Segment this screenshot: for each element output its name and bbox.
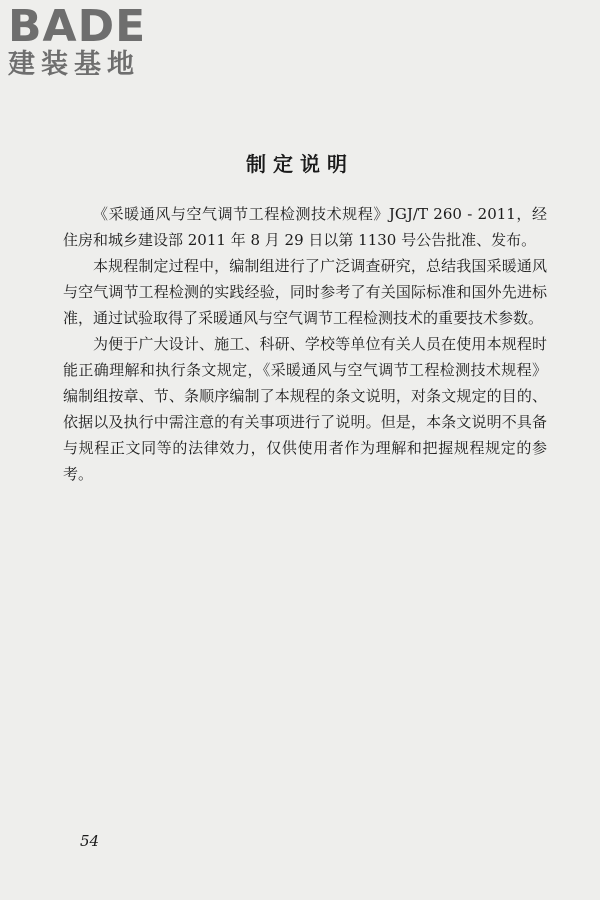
watermark-subtitle: 建装基地: [8, 49, 140, 80]
watermark-logo: [8, 1, 178, 80]
paragraph-approval: 《采暖通风与空气调节工程检测技术规程》JGJ/T 260 - 2011，经住房和城乡建设部 2011 年 8 月 29 日以第 1130 号公告批准、发布。: [63, 205, 547, 249]
document-body: [63, 201, 547, 487]
paragraph-purpose: 为便于广大设计、施工、科研、学校等单位有关人员在使用本规程时能正确理解和执行条文规定，《采暖通风与空气调节工程检测技术规程》编制组按章、节、条顺序编制了本规程的条文说明，对条文规定的目的、依据以及执行中需注意的有关事项进行了说明。但是，本条文说明不具备与规程正文同等的法律效力，仅供使用者作为理解和把握规程规定的参考。: [63, 335, 547, 483]
page-title: 制定说明: [246, 152, 354, 176]
paragraph-process: 本规程制定过程中，编制组进行了广泛调查研究，总结我国采暖通风与空气调节工程检测的实践经验，同时参考了有关国际标准和国外先进标准，通过试验取得了采暖通风与空气调节工程检测技术的重要技术参数。: [63, 257, 547, 327]
page-number: 54: [80, 832, 100, 850]
watermark-brand: BADE: [8, 1, 147, 52]
